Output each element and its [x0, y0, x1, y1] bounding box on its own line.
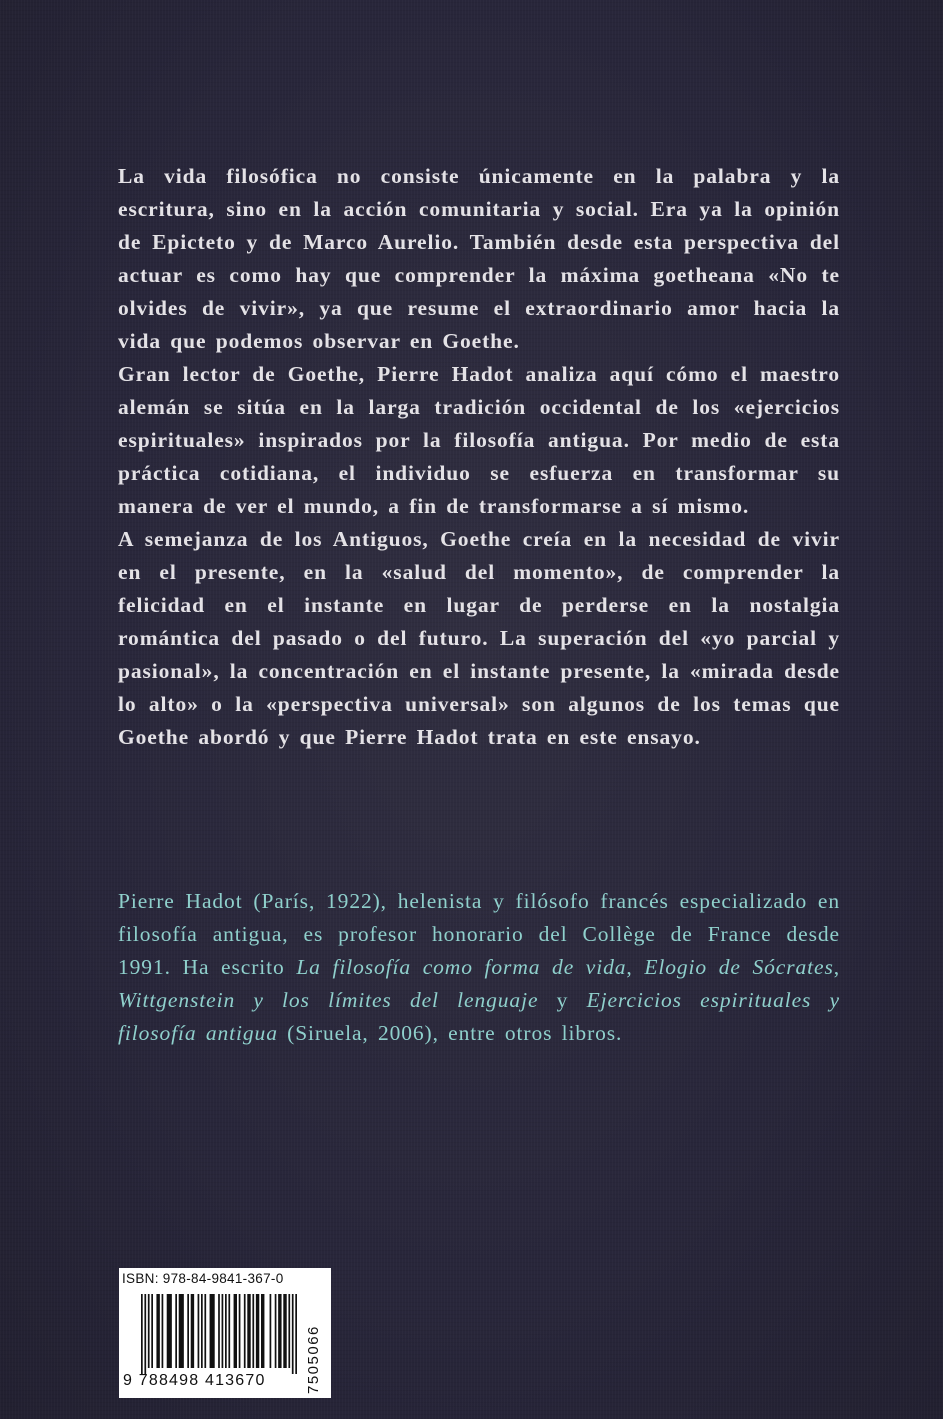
barcode-bar: [275, 1294, 277, 1368]
barcode-bar: [204, 1294, 206, 1368]
blurb-paragraph-3: A semejanza de los Antiguos, Goethe creía en la necesidad de vivir en el presente, en la «salud del momento», de comprender la felicidad en el instante en lugar de perderse en la nostalgia romántica del pasado o del futuro. La superación del «yo parcial y pasional», la concentración en el instante presente, la «mirada desde lo alto» o la «perspectiva universal» son algunos de los temas que Goethe abordó y que Pierre Hadot trata en este ensayo.: [118, 527, 840, 749]
barcode-bar: [261, 1294, 264, 1368]
barcode-bar: [234, 1294, 237, 1368]
barcode-bar: [292, 1294, 294, 1374]
barcode-bar: [210, 1294, 215, 1368]
isbn-label: ISBN: 978-84-9841-367-0: [122, 1271, 284, 1286]
barcode-bar: [141, 1294, 143, 1374]
bio-book-title: La filosofía como forma de vida: [296, 955, 627, 979]
barcode-bar: [228, 1294, 230, 1368]
blurb-paragraph-2: Gran lector de Goethe, Pierre Hadot analiza aquí cómo el maestro alemán se sitúa en la larga tradición occidental de los «ejercicios espirituales» inspirados por la filosofía antigua. Por medio de esta práctica cotidiana, el individuo se esfuerza en transformar su manera de ver el mundo, a fin de transformarse a sí mismo.: [118, 362, 840, 518]
barcode-bar: [247, 1294, 250, 1368]
barcode-bar: [252, 1294, 254, 1368]
barcode-bar: [187, 1294, 189, 1368]
bio-separator: ,: [626, 955, 645, 979]
barcode-bar: [270, 1294, 272, 1368]
barcode-bar: [198, 1294, 200, 1368]
barcode-bar: [201, 1294, 203, 1368]
bio-intro: Pierre Hadot (París, 1922), helenista y filósofo francés especializado en filosofía antigua, es profesor honorario del Collège de France desde 1991. Ha escrito: [118, 889, 840, 979]
bio-separator: y: [538, 988, 587, 1012]
barcode-bar: [256, 1294, 259, 1368]
bio-separator: ,: [833, 955, 840, 979]
barcode-bar: [288, 1294, 290, 1368]
barcode-bar: [191, 1294, 194, 1368]
barcode-bar: [239, 1294, 241, 1368]
isbn-barcode: [119, 1268, 331, 1398]
bio-book-title: Wittgenstein y los límites del lenguaje: [118, 988, 539, 1012]
barcode-bar: [225, 1294, 227, 1368]
barcode-bar: [218, 1294, 220, 1368]
bio-outro: (Siruela, 2006), entre otros libros.: [277, 1021, 623, 1045]
barcode-bar: [151, 1294, 153, 1368]
barcode-bar: [222, 1294, 224, 1368]
bio-book-title: Ejercicios espirituales y filosofía antigua: [118, 988, 841, 1045]
barcode-bar: [148, 1294, 150, 1368]
barcode-bar: [175, 1294, 177, 1368]
barcode-bar: [156, 1294, 159, 1368]
barcode-bar: [283, 1294, 286, 1368]
barcode-bar: [244, 1294, 246, 1368]
barcode-digits: 9 788498 413670: [123, 1372, 266, 1389]
barcode-bar: [162, 1294, 164, 1368]
barcode-bar: [179, 1294, 184, 1368]
bio-book-title: Elogio de Sócrates: [644, 955, 834, 979]
barcode-bar: [295, 1294, 297, 1374]
barcode-bar: [144, 1294, 146, 1374]
blurb-text: [118, 160, 840, 754]
blurb-paragraph-1: La vida filosófica no consiste únicamente en la palabra y la escritura, sino en la acción comunitaria y social. Era ya la opinión de Epicteto y de Marco Aurelio. También desde esta perspectiva del actuar es como hay que comprender la máxima goetheana «No te olvides de vivir», ya que resume el extraordinario amor hacia la vida que podemos observar en Goethe.: [118, 164, 840, 353]
barcode-bar: [167, 1294, 172, 1368]
barcode-bar: [278, 1294, 281, 1368]
author-bio: [118, 885, 840, 1050]
barcode-side-code: 7505066: [305, 1325, 322, 1394]
